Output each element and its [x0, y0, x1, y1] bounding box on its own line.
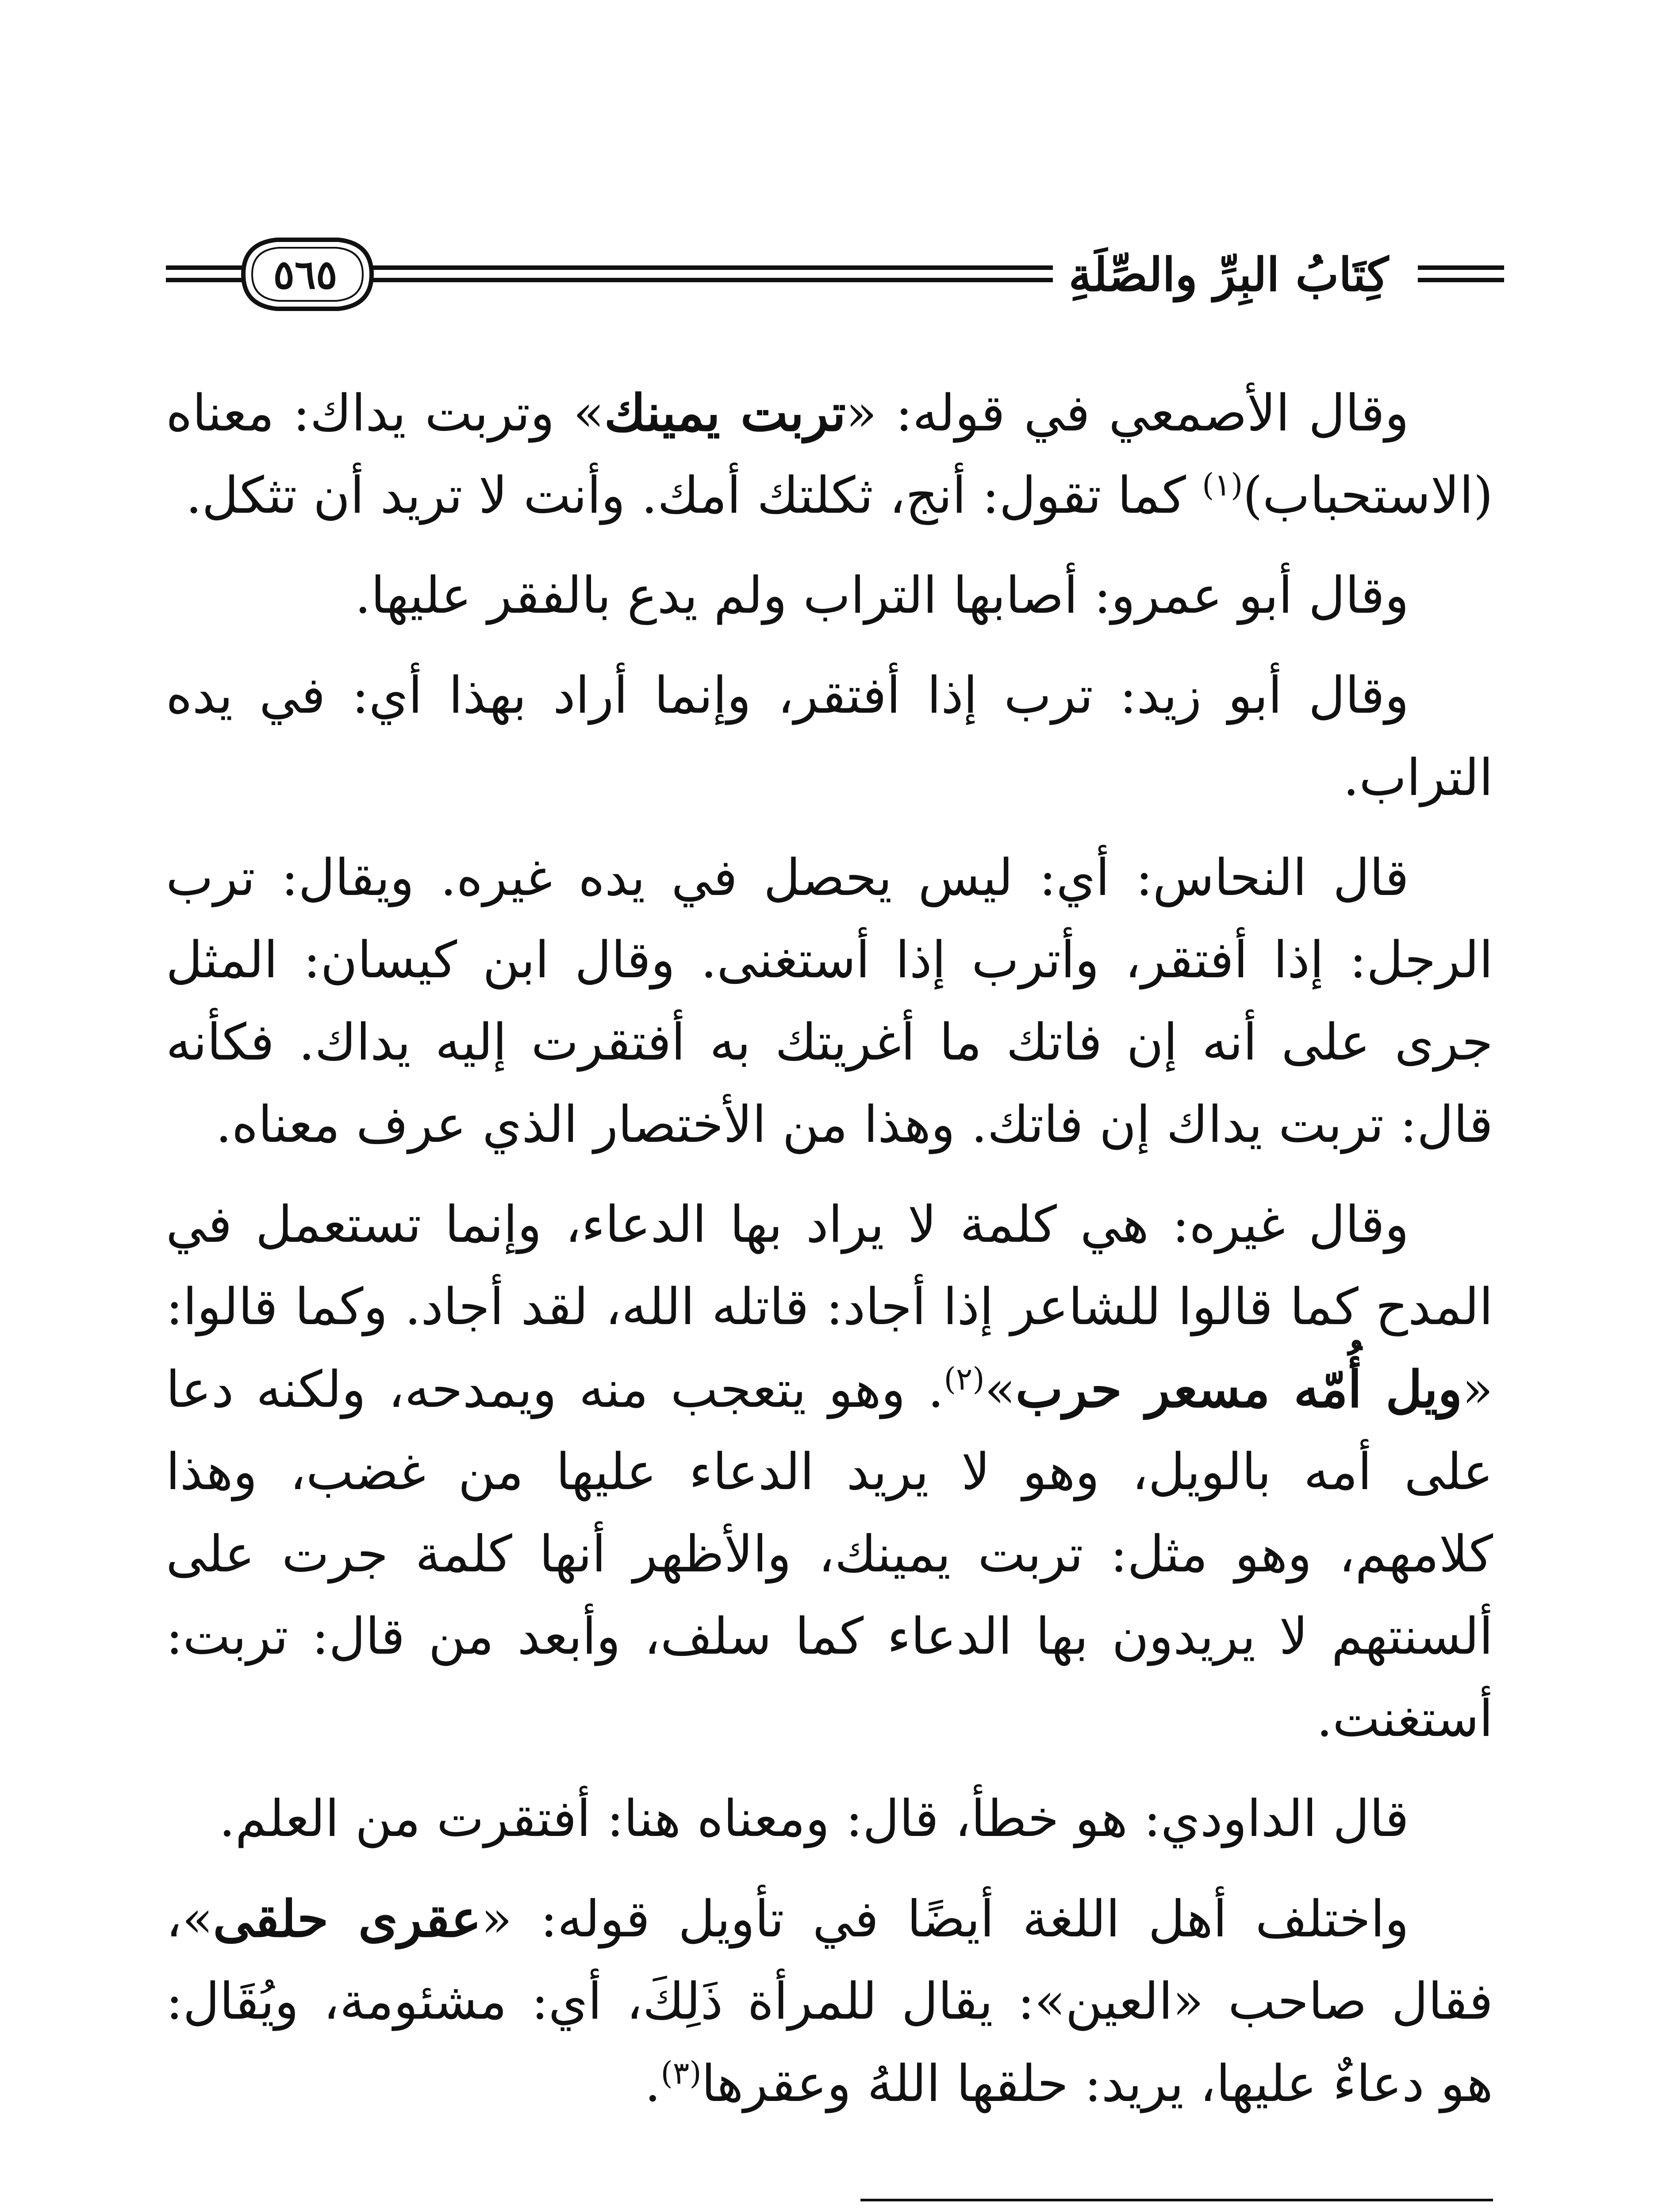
main-text — [166, 372, 1493, 2143]
footnote-marker: (٣) — [660, 2055, 702, 2091]
text-run: قال الداودي: هو خطأ، قال: ومعناه هنا: أفتقرت من العلم. — [219, 1789, 1409, 1848]
footnote-marker: (٢) — [944, 1361, 985, 1397]
text-run: وقال غيره: هي كلمة لا يراد بها الدعاء، وإنما تستعمل في المدح كما قالوا للشاعر إذا أجاد: قاتله الله، لقد أجاد. وكما قالوا: « — [166, 1195, 1493, 1419]
text-run: واختلف أهل اللغة أيضًا في تأويل قوله: « — [481, 1889, 1409, 1948]
paragraph-p6 — [166, 1778, 1493, 1860]
text-run: » — [984, 1360, 1016, 1419]
footnote-marker: (١) — [1202, 467, 1243, 503]
quoted-phrase: عقرى حلقى — [213, 1889, 481, 1948]
text-run: وقال أبو زيد: ترب إذا أفتقر، وإنما أراد بهذا أي: في يده التراب. — [166, 666, 1493, 807]
text-run: . — [645, 2054, 661, 2113]
page-number: ٥٦٥ — [273, 251, 338, 298]
paragraph-p1 — [166, 372, 1493, 537]
text-run: وقال الأصمعي في قوله: « — [846, 384, 1409, 442]
text-run: »، فقال صاحب «العين»: يقال للمرأة ذَلِكَ، أي: مشئومة، ويُقَال: هو دعاءٌ عليها، يريد: حلقها اللهُ وعقرها — [166, 1889, 1493, 2113]
paragraph-p3 — [166, 654, 1493, 819]
text-run: وقال أبو عمرو: أصابها التراب ولم يدع بالفقر عليها. — [355, 566, 1409, 625]
running-title: كِتَابُ البِرِّ والصِّلَةِ — [1053, 246, 1405, 303]
paragraph-p2 — [166, 554, 1493, 637]
quoted-phrase: ويل أُمّه مسعر حرب — [1015, 1359, 1463, 1419]
text-run: كما تقول: أنج، ثكلتك أمك. وأنت لا تريد أن تثكل. — [185, 466, 1202, 525]
paragraph-p5 — [166, 1183, 1493, 1760]
page-header — [166, 230, 1504, 319]
text-run: . وهو يتعجب منه ويمدحه، ولكنه دعا على أمه بالويل، وهو لا يريد الدعاء عليها من غضب، وهذا كلامهم، وهو مثل: تربت يمينك، والأظهر أنها كلمة جرت على ألسنتهم لا يريدون بها الدعاء كما سلف، وأبعد من قال: تربت: أستغنت. — [166, 1360, 1493, 1748]
text-run: قال النحاس: أي: ليس يحصل في يده غيره. ويقال: ترب الرجل: إذا أفتقر، وأترب إذا أستغنى. وقال ابن كيسان: المثل جرى على أنه إن فاتك ما أغريتك به أفتقرت إليه يداك. فكأنه قال: تربت يداك إن فاتك. وهذا من الأختصار الذي عرف معناه. — [166, 848, 1493, 1154]
paragraph-p4 — [166, 837, 1493, 1166]
paragraph-p7 — [166, 1878, 1493, 2125]
text-run: » وتربت يداك: معناه (الاستحباب) — [166, 384, 1493, 525]
quoted-phrase: تربت يمينك — [604, 383, 846, 442]
footnote-separator — [860, 2199, 1493, 2201]
